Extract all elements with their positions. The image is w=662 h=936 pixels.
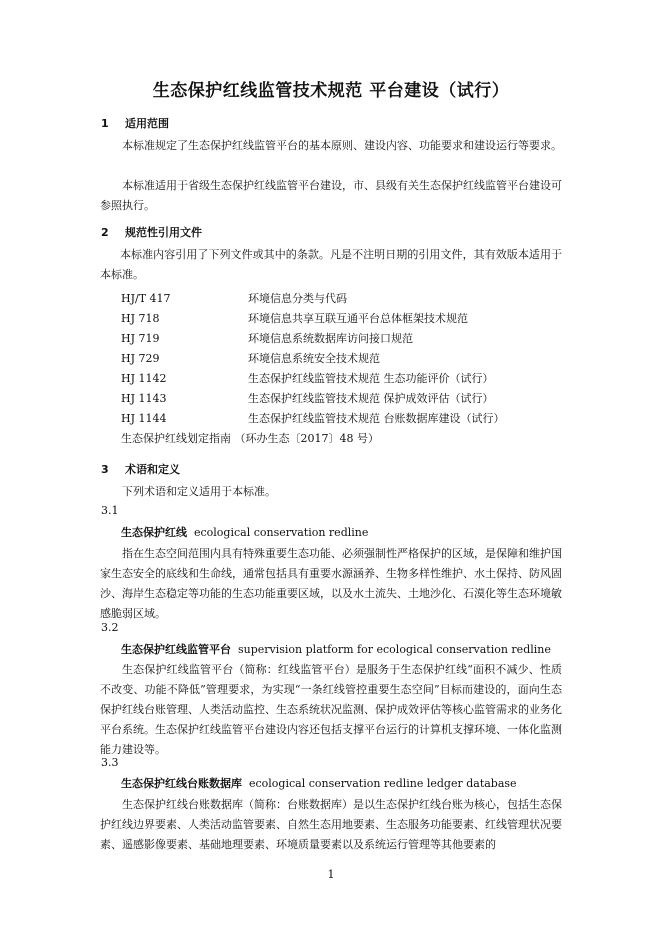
term-definition: 生态保护红线台账数据库（简称：台账数据库）是以生态保护红线台账为核心，包括生态保护红线边界要素、人类活动监管要素、自然生态用地要素、生态服务功能要素、红线管理状况要素、遥感影像要素、基础地理要素、环境质量要素以及系统运行管理等其他要素的 (100, 798, 562, 851)
reference-item (121, 330, 413, 346)
reference-item (121, 410, 505, 426)
section-title: 规范性引用文件 (125, 226, 202, 239)
section-heading-3 (101, 461, 180, 477)
document-title: 生态保护红线监管技术规范 平台建设（试行） (152, 81, 510, 101)
reference-title: 生态保护红线监管技术规范 台账数据库建设（试行） (248, 412, 505, 425)
term-english: ecological conservation redline (194, 526, 369, 539)
paragraph: 本标准规定了生态保护红线监管平台的基本原则、建设内容、功能要求和建设运行等要求。 (122, 139, 562, 152)
section-heading-2 (101, 224, 202, 240)
paragraph: 本标准适用于省级生态保护红线监管平台建设，市、县级有关生态保护红线监管平台建设可参照执行。 (100, 179, 562, 212)
reference-code: HJ 1143 (121, 392, 167, 405)
reference-title: 生态保护红线监管技术规范 保护成效评估（试行） (248, 392, 494, 405)
reference-guide: 生态保护红线划定指南 （环办生态〔2017〕48 号） (121, 432, 379, 445)
reference-item (121, 310, 468, 326)
reference-item (121, 290, 347, 306)
section-title: 术语和定义 (125, 463, 180, 476)
term-heading (121, 641, 551, 657)
page-number: 1 (327, 868, 335, 881)
term-definition: 生态保护红线监管平台（简称：红线监管平台）是服务于生态保护红线“面积不减少、性质不改变、功能不降低”管理要求，为实现“一条红线管控重要生态空间”目标而建设的，面向生态保护红线台账管理、人类活动监控、生态系统状况监测、保护成效评估等核心监管需求的业务化平台系统。生态保护红线监管平台建设内容还包括支撑平台运行的计算机支撑环境、一体化监测能力建设等。 (100, 663, 562, 756)
reference-item (121, 350, 380, 366)
reference-code: HJ 719 (121, 332, 160, 345)
term-chinese: 生态保护红线监管平台 (121, 643, 231, 656)
section-number: 3 (101, 463, 109, 476)
term-english: ecological conservation redline ledger database (249, 777, 517, 790)
paragraph: 下列术语和定义适用于本标准。 (122, 485, 276, 498)
reference-code: HJ/T 417 (121, 292, 171, 305)
section-number: 1 (101, 117, 109, 130)
reference-code: HJ 718 (121, 312, 160, 325)
reference-title: 环境信息共享互联互通平台总体框架技术规范 (248, 312, 468, 325)
reference-code: HJ 729 (121, 352, 160, 365)
term-definition: 指在生态空间范围内具有特殊重要生态功能、必须强制性严格保护的区域，是保障和维护国家生态安全的底线和生命线，通常包括具有重要水源涵养、生物多样性维护、水土保持、防风固沙、海岸生态稳定等功能的生态功能重要区域，以及水土流失、土地沙化、石漠化等生态环境敏感脆弱区域。 (100, 547, 562, 620)
term-heading (121, 775, 517, 791)
term-english: supervision platform for ecological conservation redline (238, 643, 551, 656)
term-heading (121, 524, 368, 540)
term-chinese: 生态保护红线 (121, 526, 187, 539)
reference-title: 环境信息分类与代码 (248, 292, 347, 305)
reference-code: HJ 1144 (121, 412, 167, 425)
reference-title: 生态保护红线监管技术规范 生态功能评价（试行） (248, 372, 494, 385)
paragraph: 本标准内容引用了下列文件或其中的条款。凡是不注明日期的引用文件，其有效版本适用于本标准。 (100, 248, 562, 281)
section-heading-1 (101, 115, 169, 131)
subsection-number: 3.1 (101, 504, 119, 517)
subsection-number: 3.2 (101, 621, 119, 634)
reference-title: 环境信息系统数据库访问接口规范 (248, 332, 413, 345)
term-chinese: 生态保护红线台账数据库 (121, 777, 242, 790)
reference-item (121, 370, 494, 386)
reference-title: 环境信息系统安全技术规范 (248, 352, 380, 365)
section-number: 2 (101, 226, 109, 239)
reference-item (121, 390, 494, 406)
reference-code: HJ 1142 (121, 372, 167, 385)
section-title: 适用范围 (125, 117, 169, 130)
subsection-number: 3.3 (101, 756, 119, 769)
